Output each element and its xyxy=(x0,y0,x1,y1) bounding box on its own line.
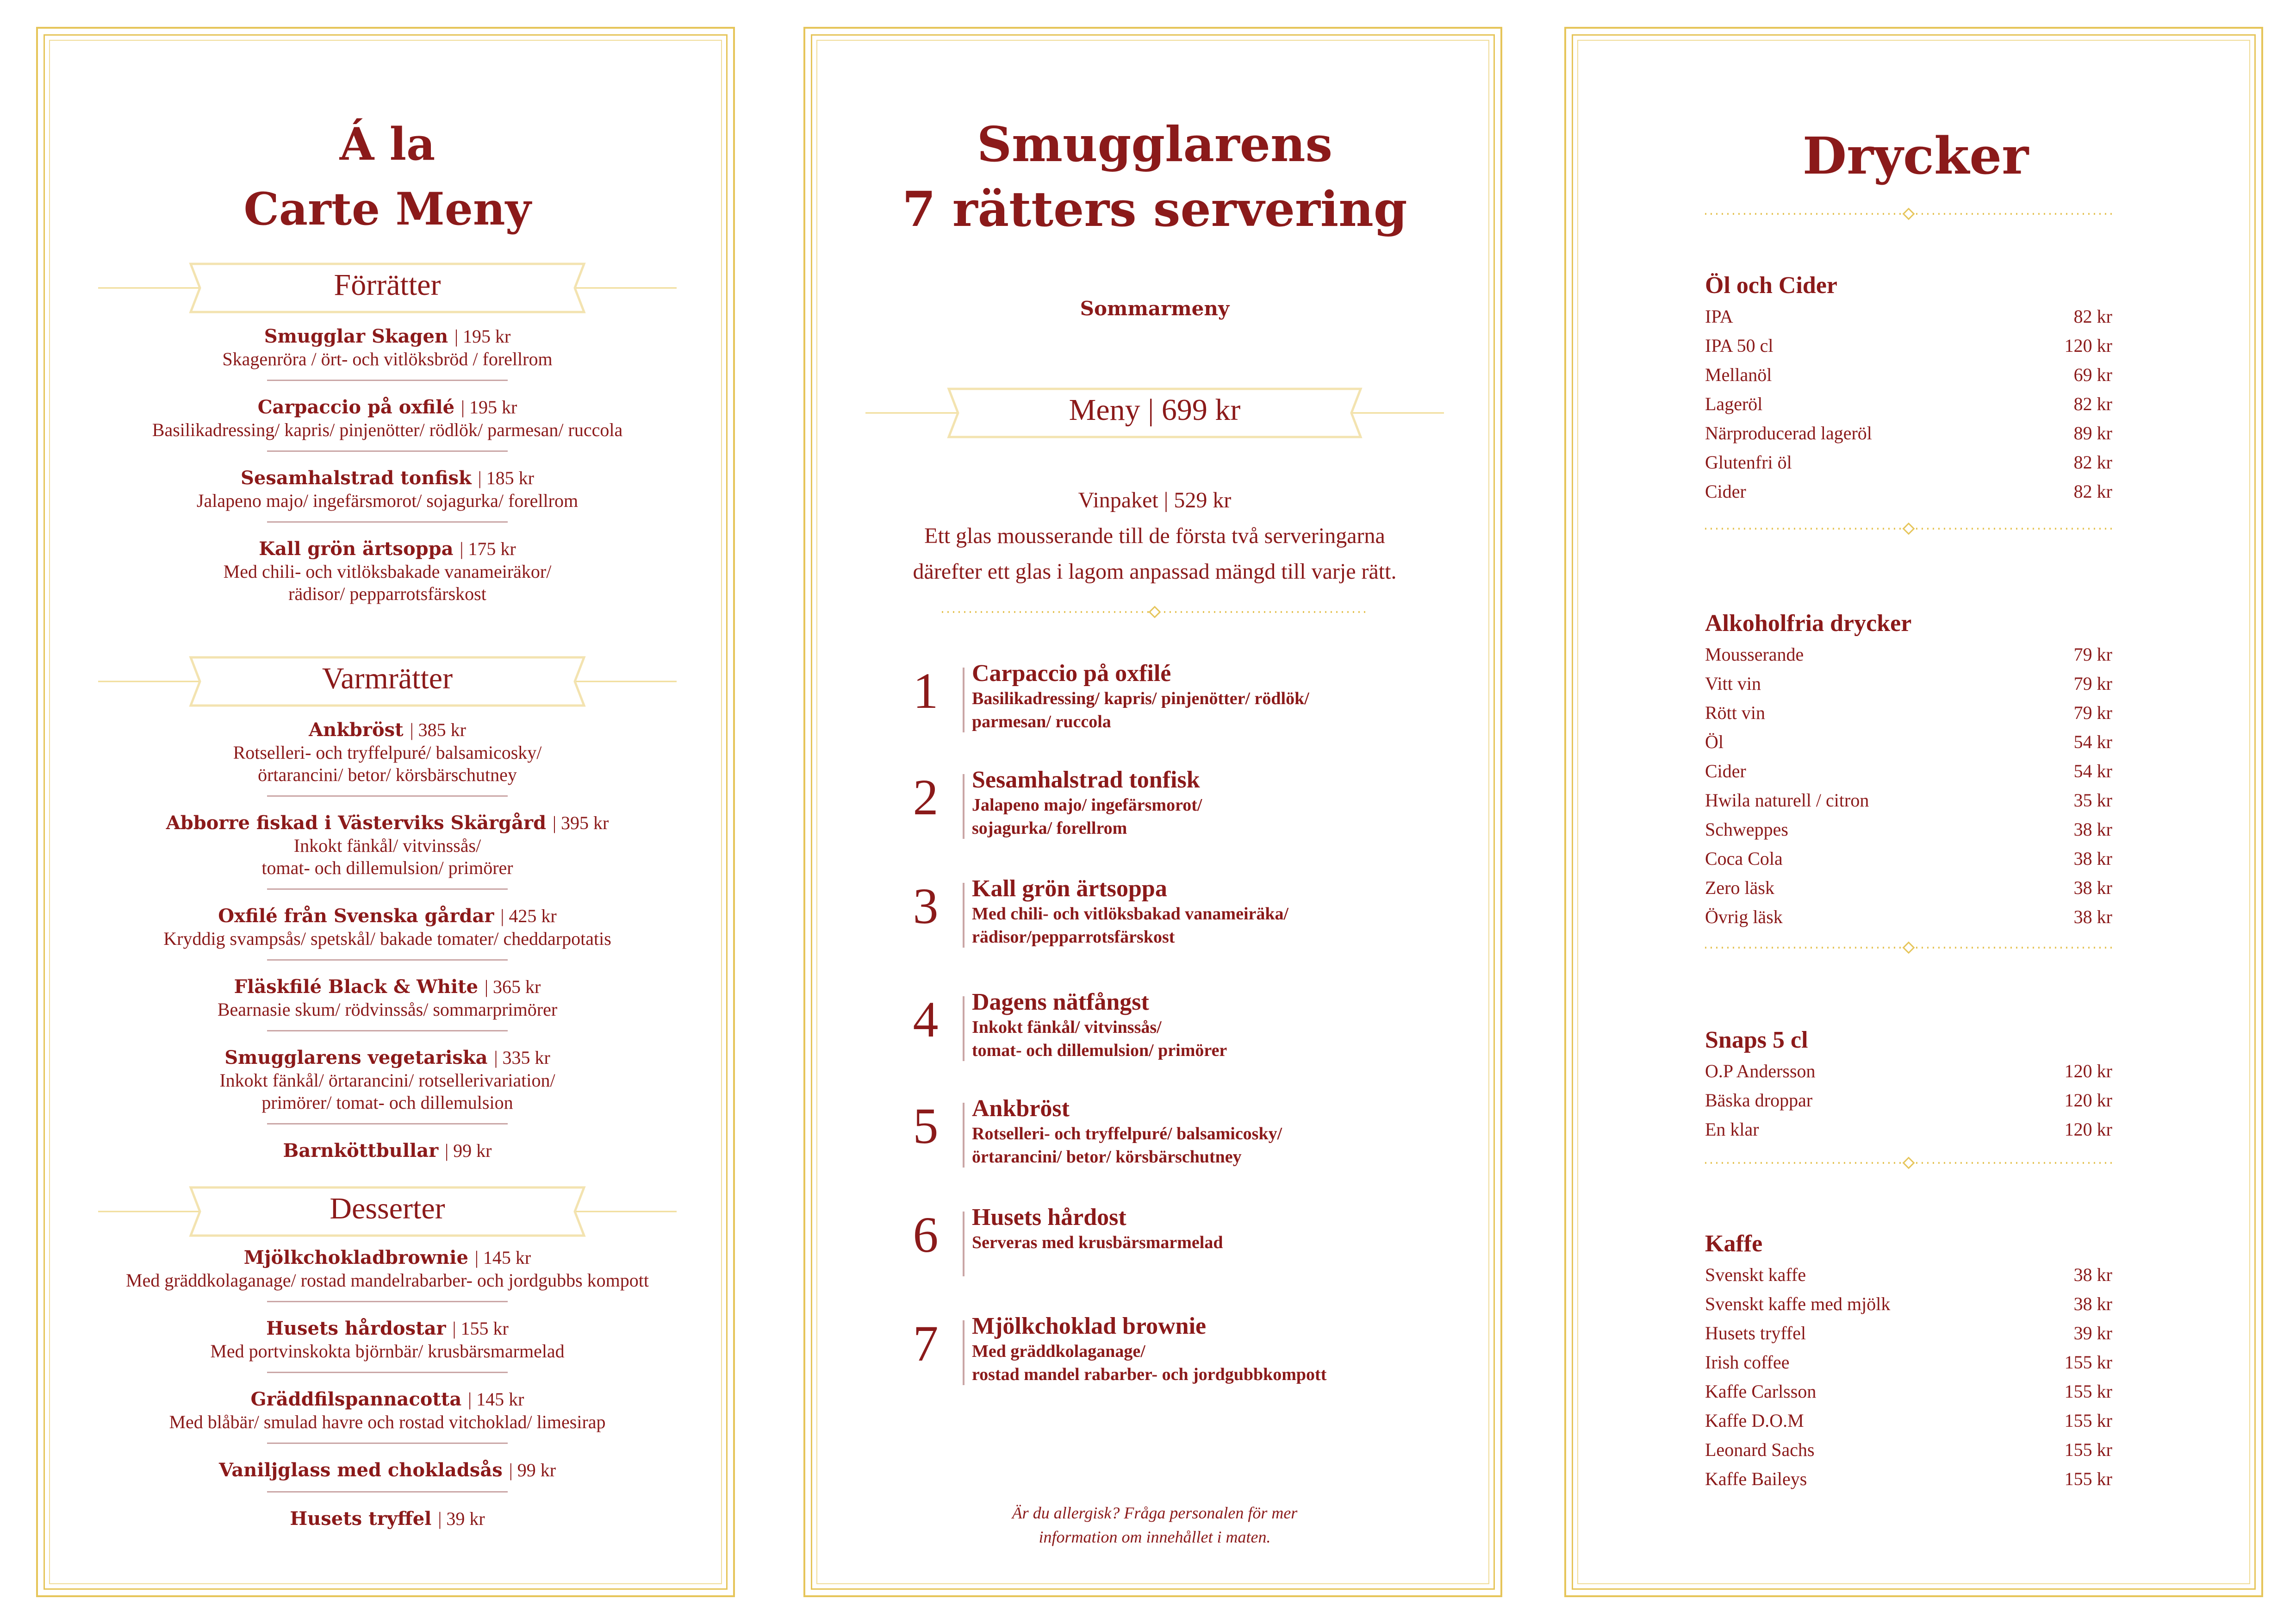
drink-price: 69 kr xyxy=(2073,364,2112,385)
drink-price: 89 kr xyxy=(2073,423,2112,443)
drink-name: Bäska droppar xyxy=(1705,1090,1813,1111)
banner-label: Varmrätter xyxy=(322,662,453,695)
drink-price: 120 kr xyxy=(2064,1061,2112,1081)
drink-row xyxy=(1705,669,2112,698)
drink-row xyxy=(1705,1406,2112,1435)
item-price: | 185 kr xyxy=(478,468,534,488)
drink-price: 54 kr xyxy=(2073,761,2112,781)
item-desc: Skagenröra / ört- och vitlöksbröd / forellrom xyxy=(222,349,553,369)
item-desc: Med blåbär/ smulad havre och rostad vitchoklad/ limesirap xyxy=(169,1412,606,1432)
item-price: | 39 kr xyxy=(438,1508,485,1529)
drink-row xyxy=(1705,1348,2112,1377)
item-name: Smugglar Skagen | 195 kr xyxy=(264,325,511,347)
menu-item xyxy=(38,325,737,370)
drink-price: 79 kr xyxy=(2073,702,2112,723)
item-separator xyxy=(267,1491,508,1493)
course-name: Sesamhalstrad tonfisk xyxy=(972,767,1200,793)
drink-price: 39 kr xyxy=(2073,1323,2112,1343)
item-name: Vaniljglass med chokladsås | 99 kr xyxy=(218,1459,556,1481)
menu-item xyxy=(38,467,737,512)
item-price: | 99 kr xyxy=(509,1460,556,1480)
item-separator xyxy=(267,1443,508,1444)
item-desc: Inkokt fänkål/ örtarancini/ rotsellerivariation/ xyxy=(219,1070,555,1091)
item-name: Ankbröst | 385 kr xyxy=(309,719,466,741)
course-name: Dagens nätfångst xyxy=(972,989,1149,1015)
course-number: 7 xyxy=(913,1315,939,1372)
drink-row xyxy=(1705,418,2112,448)
course-item xyxy=(907,1202,1416,1286)
item-desc: Inkokt fänkål/ vitvinssås/ xyxy=(293,835,481,856)
drink-name: Leonard Sachs xyxy=(1705,1439,1815,1460)
drink-price: 120 kr xyxy=(2064,335,2112,356)
drink-name: O.P Andersson xyxy=(1705,1061,1816,1081)
course-item xyxy=(907,1093,1416,1177)
item-separator xyxy=(267,521,508,523)
title-line: Smugglarens xyxy=(977,116,1333,173)
subtitle: Sommarmeny xyxy=(1080,297,1230,320)
allergy-line: Är du allergisk? Fråga personalen för mer xyxy=(1012,1504,1298,1522)
wine-line: därefter ett glas i lagom anpassad mängd till varje rätt. xyxy=(913,559,1397,584)
drink-row xyxy=(1705,815,2112,844)
drink-row xyxy=(1705,477,2112,506)
drink-row xyxy=(1705,331,2112,360)
course-bar xyxy=(963,668,964,732)
drink-row xyxy=(1705,698,2112,727)
item-name: Barnköttbullar | 99 kr xyxy=(283,1140,492,1162)
course-number: 3 xyxy=(913,878,939,934)
drink-name: Kaffe Carlsson xyxy=(1705,1381,1817,1402)
drink-price: 155 kr xyxy=(2064,1381,2112,1402)
menu-item xyxy=(38,1507,737,1530)
section-banner xyxy=(38,654,737,709)
seven-course-panel xyxy=(803,27,1502,1597)
course-name: Mjölkchoklad brownie xyxy=(972,1313,1207,1339)
drink-row xyxy=(1705,1435,2112,1464)
ala-carte-panel xyxy=(36,27,735,1597)
course-number: 1 xyxy=(913,662,939,719)
course-bar xyxy=(963,774,964,839)
course-desc: Jalapeno majo/ ingefärsmorot/ sojagurka/ forellrom xyxy=(972,795,1202,838)
item-desc: Bearnasie skum/ rödvinssås/ sommarprimörer xyxy=(217,999,558,1020)
item-name: Mjölkchokladbrownie | 145 kr xyxy=(243,1247,531,1268)
title-line: Carte Meny xyxy=(243,183,531,235)
course-number: 4 xyxy=(913,991,939,1048)
drink-name: Glutenfri öl xyxy=(1705,452,1792,473)
drink-name: Zero läsk xyxy=(1705,877,1774,898)
item-separator xyxy=(267,888,508,890)
menu-item xyxy=(38,537,737,605)
allergy-note xyxy=(805,1501,1504,1549)
course-bar xyxy=(963,1320,964,1385)
item-desc: Kryddig svampsås/ spetskål/ bakade tomater/ cheddarpotatis xyxy=(163,928,611,949)
course-bar xyxy=(963,1212,964,1276)
course-desc: Med chili- och vitlöksbakad vanameiräka/ rädisor/pepparrotsfärskost xyxy=(972,904,1289,947)
banner-label: Förrätter xyxy=(334,268,441,302)
item-separator xyxy=(267,450,508,452)
drink-name: Irish coffee xyxy=(1705,1352,1790,1373)
drink-name: Husets tryffel xyxy=(1705,1323,1806,1343)
ala-carte-title xyxy=(38,112,737,242)
drink-name: Coca Cola xyxy=(1705,848,1783,869)
item-price: | 155 kr xyxy=(452,1318,509,1339)
drink-price: 38 kr xyxy=(2073,819,2112,840)
course-bar xyxy=(963,1103,964,1168)
item-name: Gräddfilspannacotta | 145 kr xyxy=(250,1388,524,1410)
drink-price: 54 kr xyxy=(2073,731,2112,752)
drink-price: 38 kr xyxy=(2073,848,2112,869)
item-name: Carpaccio på oxfilé | 195 kr xyxy=(257,396,517,418)
course-number: 2 xyxy=(913,769,939,825)
drink-row xyxy=(1705,1318,2112,1348)
item-separator xyxy=(267,1301,508,1302)
course-desc: Med gräddkolaganage/ rostad mandel rabarber- och jordgubbkompott xyxy=(972,1342,1327,1384)
drink-row xyxy=(1705,1464,2112,1493)
course-item xyxy=(907,658,1416,742)
item-separator xyxy=(267,795,508,797)
drink-name: Närproducerad lageröl xyxy=(1705,423,1872,443)
drink-name: En klar xyxy=(1705,1119,1759,1140)
dotted-divider-icon xyxy=(1705,941,2112,955)
drink-name: Rött vin xyxy=(1705,702,1766,723)
drink-price: 82 kr xyxy=(2073,394,2112,414)
drink-price: 82 kr xyxy=(2073,306,2112,327)
item-separator xyxy=(267,1030,508,1031)
item-price: | 365 kr xyxy=(485,976,541,997)
course-bar xyxy=(963,996,964,1061)
drinks-title: Drycker xyxy=(1802,126,2029,186)
item-price: | 195 kr xyxy=(454,326,511,347)
drink-price: 38 kr xyxy=(2073,1264,2112,1285)
section-banner xyxy=(38,1184,737,1239)
item-name: Abborre fiskad i Västerviks Skärgård | 395 kr xyxy=(166,812,609,834)
drink-name: Kaffe Baileys xyxy=(1705,1468,1807,1489)
dotted-divider-icon xyxy=(1705,522,2112,536)
item-price: | 145 kr xyxy=(468,1389,524,1410)
section-heading: Öl och Cider xyxy=(1705,272,1837,299)
drink-price: 79 kr xyxy=(2073,673,2112,694)
drink-row xyxy=(1705,873,2112,902)
course-name: Ankbröst xyxy=(972,1095,1070,1122)
drink-row xyxy=(1705,727,2112,756)
allergy-line: information om innehållet i maten. xyxy=(1039,1528,1271,1546)
item-desc: tomat- och dillemulsion/ primörer xyxy=(261,857,513,878)
drink-price: 38 kr xyxy=(2073,906,2112,927)
drink-name: Svenskt kaffe med mjölk xyxy=(1705,1293,1891,1314)
item-price: | 395 kr xyxy=(552,812,609,833)
menu-item xyxy=(38,812,737,879)
drink-row xyxy=(1705,448,2112,477)
drink-row xyxy=(1705,1056,2112,1086)
course-item xyxy=(907,1311,1416,1394)
item-desc: Med chili- och vitlöksbakade vanameiräkor/ xyxy=(223,561,552,582)
drink-price: 155 kr xyxy=(2064,1468,2112,1489)
drinks-panel xyxy=(1564,27,2263,1597)
menu-item xyxy=(38,1317,737,1362)
drink-section xyxy=(1705,269,2112,506)
drink-row xyxy=(1705,389,2112,418)
drink-price: 120 kr xyxy=(2064,1090,2112,1111)
dotted-divider-icon xyxy=(942,605,1368,619)
drink-name: Schweppes xyxy=(1705,819,1788,840)
drink-name: Svenskt kaffe xyxy=(1705,1264,1806,1285)
course-desc: Serveras med krusbärsmarmelad xyxy=(972,1233,1223,1252)
item-name: Husets hårdostar | 155 kr xyxy=(266,1318,509,1339)
drink-name: Mousserande xyxy=(1705,644,1804,665)
item-name: Kall grön ärtsoppa | 175 kr xyxy=(259,538,516,560)
drink-name: Kaffe D.O.M xyxy=(1705,1410,1804,1431)
dotted-divider-icon xyxy=(1705,207,2112,221)
menu-item xyxy=(38,905,737,950)
menu-item xyxy=(38,1388,737,1433)
course-name: Kall grön ärtsoppa xyxy=(972,875,1167,902)
course-desc: Rotselleri- och tryffelpuré/ balsamicosky/ örtarancini/ betor/ körsbärschutney xyxy=(972,1124,1282,1167)
item-separator xyxy=(267,1372,508,1373)
item-price: | 99 kr xyxy=(445,1140,492,1161)
banner-label: Meny | 699 kr xyxy=(1069,393,1241,427)
banner-ribbon-icon xyxy=(38,1184,737,1239)
banner-label: Desserter xyxy=(330,1192,445,1225)
drink-row xyxy=(1705,1260,2112,1289)
item-separator xyxy=(267,959,508,961)
menu-item xyxy=(38,718,737,786)
drink-price: 120 kr xyxy=(2064,1119,2112,1140)
drink-row xyxy=(1705,756,2112,786)
drink-name: Hwila naturell / citron xyxy=(1705,790,1869,811)
drink-row xyxy=(1705,902,2112,931)
item-desc: rädisor/ pepparrotsfärskost xyxy=(288,583,486,604)
drink-name: Lageröl xyxy=(1705,394,1763,414)
title-line: 7 rätters servering xyxy=(902,181,1407,237)
menu-item xyxy=(38,1246,737,1292)
drink-price: 82 kr xyxy=(2073,481,2112,502)
drink-row xyxy=(1705,786,2112,815)
banner-ribbon-icon xyxy=(38,260,737,316)
menu-price-banner xyxy=(805,385,1504,441)
drink-price: 79 kr xyxy=(2073,644,2112,665)
course-number: 6 xyxy=(913,1206,939,1263)
drink-name: Vitt vin xyxy=(1705,673,1761,694)
course-name: Husets hårdost xyxy=(972,1204,1126,1230)
drink-price: 155 kr xyxy=(2064,1410,2112,1431)
course-item xyxy=(907,874,1416,957)
item-desc: örtarancini/ betor/ körsbärschutney xyxy=(258,764,517,785)
drink-row xyxy=(1705,1115,2112,1144)
dotted-divider-icon xyxy=(1705,1156,2112,1170)
course-item xyxy=(907,765,1416,848)
drink-name: Övrig läsk xyxy=(1705,906,1783,927)
drink-section xyxy=(1705,607,2112,931)
item-desc: Med portvinskokta björnbär/ krusbärsmarmelad xyxy=(210,1341,565,1362)
item-price: | 195 kr xyxy=(460,397,517,418)
item-desc: primörer/ tomat- och dillemulsion xyxy=(261,1092,513,1113)
item-desc: Jalapeno majo/ ingefärsmorot/ sojagurka/ forellrom xyxy=(196,490,579,511)
menu-item xyxy=(38,1459,737,1482)
wine-package xyxy=(805,482,1504,589)
drink-name: Öl xyxy=(1705,731,1724,752)
menu-item xyxy=(38,975,737,1021)
item-name: Oxfilé från Svenska gårdar | 425 kr xyxy=(218,905,557,927)
menu-item xyxy=(38,1139,737,1162)
drink-row xyxy=(1705,844,2112,873)
drink-row xyxy=(1705,302,2112,331)
item-price: | 335 kr xyxy=(494,1047,550,1068)
item-separator xyxy=(267,1123,508,1124)
seven-course-title xyxy=(805,112,1504,242)
item-name: Husets tryffel | 39 kr xyxy=(290,1508,485,1530)
drink-section xyxy=(1705,1228,2112,1493)
drink-price: 35 kr xyxy=(2073,790,2112,811)
drink-name: Cider xyxy=(1705,761,1746,781)
item-name: Sesamhalstrad tonfisk | 185 kr xyxy=(241,467,534,489)
menu-item xyxy=(38,396,737,441)
item-desc: Med gräddkolaganage/ rostad mandelrabarber- och jordgubbs kompott xyxy=(126,1270,649,1291)
course-name: Carpaccio på oxfilé xyxy=(972,660,1171,687)
course-item xyxy=(907,987,1416,1070)
banner-ribbon-icon xyxy=(38,654,737,709)
item-price: | 425 kr xyxy=(500,906,557,926)
drink-name: Cider xyxy=(1705,481,1746,502)
course-number: 5 xyxy=(913,1098,939,1154)
course-bar xyxy=(963,883,964,948)
drink-row xyxy=(1705,1086,2112,1115)
drink-row xyxy=(1705,640,2112,669)
drink-price: 38 kr xyxy=(2073,1293,2112,1314)
item-desc: Rotselleri- och tryffelpuré/ balsamicosky/ xyxy=(233,742,542,763)
course-desc: Basilikadressing/ kapris/ pinjenötter/ rödlök/ parmesan/ ruccola xyxy=(972,689,1309,731)
banner-ribbon-icon xyxy=(805,385,1504,441)
wine-line: Vinpaket | 529 kr xyxy=(1078,488,1232,512)
drink-name: IPA 50 cl xyxy=(1705,335,1773,356)
item-name: Fläskfilé Black & White | 365 kr xyxy=(234,976,541,998)
item-separator xyxy=(267,380,508,381)
item-desc: Basilikadressing/ kapris/ pinjenötter/ rödlök/ parmesan/ ruccola xyxy=(152,419,623,440)
section-banner xyxy=(38,260,737,316)
drink-row xyxy=(1705,360,2112,389)
item-price: | 145 kr xyxy=(474,1247,531,1268)
menu-item xyxy=(38,1046,737,1114)
item-price: | 385 kr xyxy=(410,719,466,740)
drink-name: IPA xyxy=(1705,306,1733,327)
section-heading: Snaps 5 cl xyxy=(1705,1027,1808,1053)
item-name: Smugglarens vegetariska | 335 kr xyxy=(224,1047,550,1068)
title-line: Á la xyxy=(339,118,436,170)
wine-line: Ett glas mousserande till de första två serveringarna xyxy=(924,524,1385,548)
drink-name: Mellanöl xyxy=(1705,364,1772,385)
section-heading: Kaffe xyxy=(1705,1230,1763,1257)
drink-price: 155 kr xyxy=(2064,1439,2112,1460)
drink-price: 155 kr xyxy=(2064,1352,2112,1373)
item-price: | 175 kr xyxy=(460,538,516,559)
course-desc: Inkokt fänkål/ vitvinssås/ tomat- och dillemulsion/ primörer xyxy=(972,1018,1227,1060)
drink-row xyxy=(1705,1289,2112,1318)
drink-section xyxy=(1705,1024,2112,1144)
section-heading: Alkoholfria drycker xyxy=(1705,610,1912,637)
drink-price: 82 kr xyxy=(2073,452,2112,473)
drink-price: 38 kr xyxy=(2073,877,2112,898)
drink-row xyxy=(1705,1377,2112,1406)
